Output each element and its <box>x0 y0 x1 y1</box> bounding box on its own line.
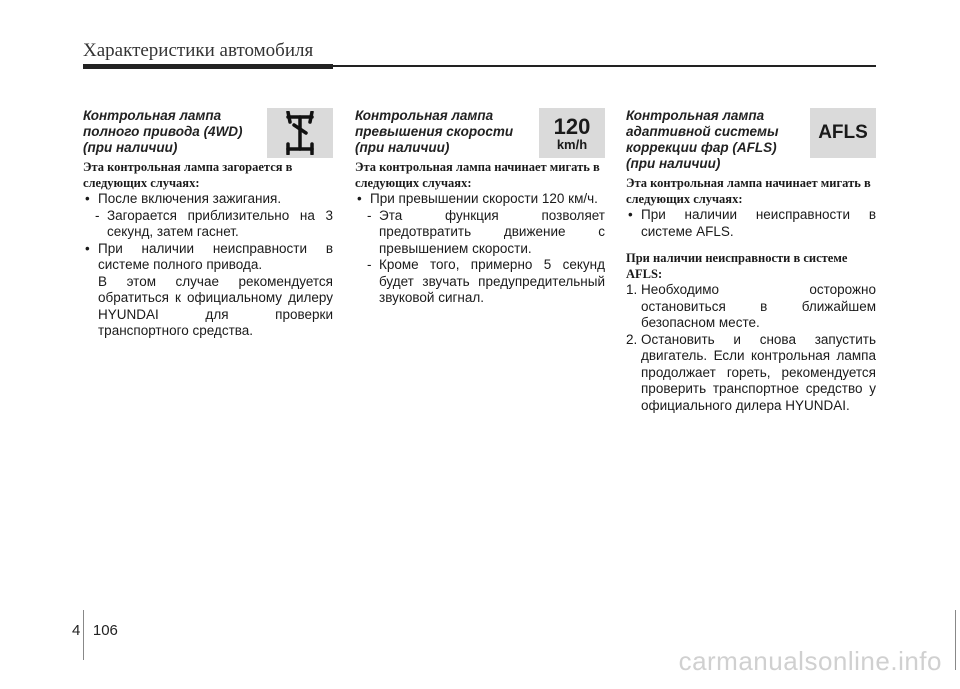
dash-item: - Загорается приблизительно на 3 секунд, затем гаснет. <box>83 208 333 241</box>
bullet-item: • После включения зажигания. <box>83 191 333 208</box>
speed-icon-value: 120 <box>553 113 591 139</box>
section-intro: Эта контрольная лампа начинает мигать в следующих случаях: <box>355 160 600 190</box>
section-intro: Эта контрольная лампа начинает мигать в следующих случаях: <box>626 176 871 206</box>
column-4wd <box>83 108 333 340</box>
numbered-item <box>626 282 876 332</box>
bullet-item: • При наличии неисправности в системе AFLS. <box>626 207 876 240</box>
item-text: Необходимо осторожно остановиться в ближайшем безопасном месте. <box>641 282 876 330</box>
subheading: При наличии неисправности в системе AFLS: <box>626 251 848 281</box>
bullet-item: • При превышении скорости 120 км/ч. <box>355 191 605 208</box>
afls-indicator-box <box>810 108 876 158</box>
section-heading: Контрольная лампа полного привода (4WD) (при наличии) <box>83 108 243 155</box>
bullet-item: • При наличии неисправности в системе полного привода. <box>83 241 333 274</box>
item-number: 2. <box>626 331 638 347</box>
section-heading: Контрольная лампа адаптивной системы коррекции фар (AFLS) (при наличии) <box>626 108 779 171</box>
section-heading: Контрольная лампа превышения скорости (при наличии) <box>355 108 514 155</box>
header-rule-accent <box>83 64 333 69</box>
footer-line-right <box>955 610 956 670</box>
speed-120-icon <box>553 113 591 152</box>
chapter-number: 4 <box>72 622 81 639</box>
speed-indicator-box <box>539 108 605 158</box>
column-afls <box>626 108 876 414</box>
watermark: carmanualsonline.info <box>678 646 942 676</box>
4wd-icon <box>280 111 320 155</box>
item-number: 1. <box>626 282 638 297</box>
section-intro: Эта контрольная лампа загорается в следующих случаях: <box>83 160 293 190</box>
paragraph: В этом случае рекомендуется обратиться к официальному дилеру HYUNDAI для проверки транспортного средства. <box>98 273 333 338</box>
page-number <box>72 622 118 639</box>
numbered-item <box>626 332 876 415</box>
dash-item: - Кроме того, примерно 5 секунд будет звучать предупредительный звуковой сигнал. <box>355 257 605 307</box>
afls-icon: AFLS <box>818 121 868 143</box>
page-number-value: 106 <box>92 622 118 639</box>
4wd-indicator-box <box>267 108 333 158</box>
page-header-title: Характеристики автомобиля <box>83 40 314 61</box>
item-text: Остановить и снова запустить двигатель. Если контрольная лампа продолжает гореть, рекомендуется проверить транспортное средство у официального дилера HYUNDAI. <box>641 331 876 413</box>
speed-icon-unit: km/h <box>556 136 588 152</box>
dash-item: - Эта функция позволяет предотвратить движение с превышением скорости. <box>355 208 605 258</box>
column-speed <box>355 108 605 307</box>
